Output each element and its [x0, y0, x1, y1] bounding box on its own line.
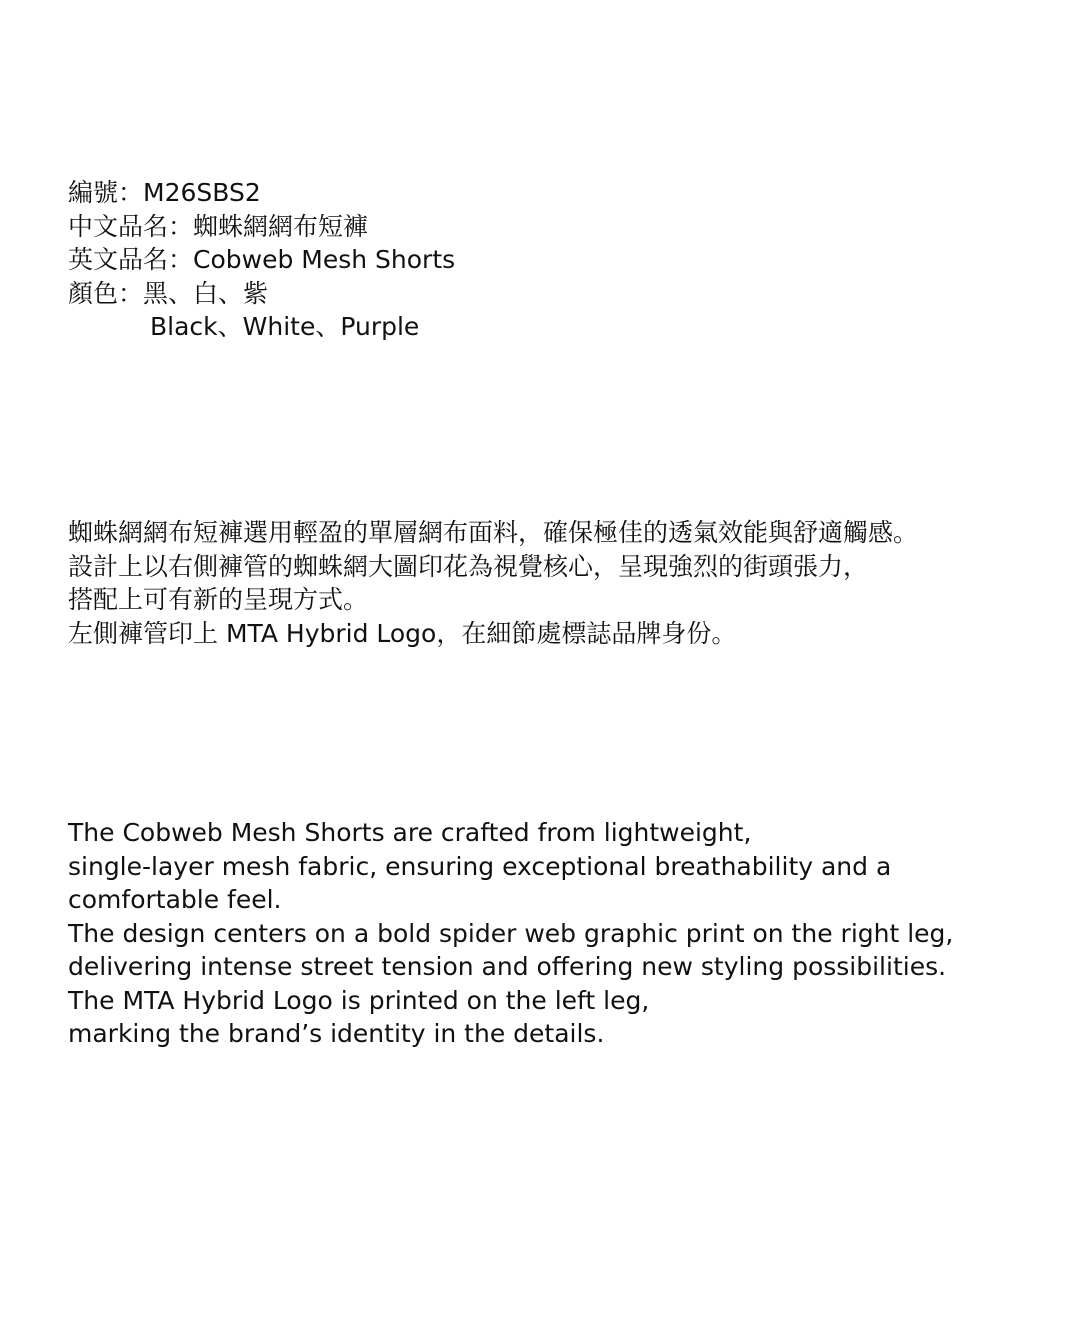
english-description-line: comfortable feel.	[68, 885, 282, 914]
chinese-description-line: 搭配上可有新的呈現方式。	[68, 585, 369, 614]
product-spec	[68, 176, 455, 344]
english-description-line: The Cobweb Mesh Shorts are crafted from lightweight,	[68, 818, 752, 847]
english-description-line: single-layer mesh fabric, ensuring exceptional breathability and a	[68, 851, 892, 881]
product-colors: 顏色：黑、白、紫	[68, 278, 269, 308]
english-description-line: The MTA Hybrid Logo is printed on the left leg,	[68, 985, 650, 1015]
english-description-line: marking the brand’s identity in the details.	[68, 1019, 605, 1048]
english-description-line: The design centers on a bold spider web graphic print on the right leg,	[68, 918, 954, 948]
chinese-description-line: 設計上以右側褲管的蜘蛛網大圖印花為視覺核心，呈現強烈的街頭張力，	[68, 551, 869, 581]
english-description	[68, 816, 953, 1051]
chinese-description	[68, 516, 918, 650]
chinese-product-name: 中文品名：蜘蛛網網布短褲	[68, 211, 369, 241]
english-description-line: delivering intense street tension and offering new styling possibilities.	[68, 952, 947, 981]
product-colors-english: Black、White、Purple	[150, 312, 420, 341]
english-product-name: 英文品名：Cobweb Mesh Shorts	[68, 245, 456, 274]
product-code: 編號：M26SBS2	[68, 178, 261, 207]
chinese-description-line: 左側褲管印上 MTA Hybrid Logo，在細節處標誌品牌身份。	[68, 618, 737, 648]
chinese-description-line: 蜘蛛網網布短褲選用輕盈的單層網布面料，確保極佳的透氣效能與舒適觸感。	[68, 518, 919, 547]
